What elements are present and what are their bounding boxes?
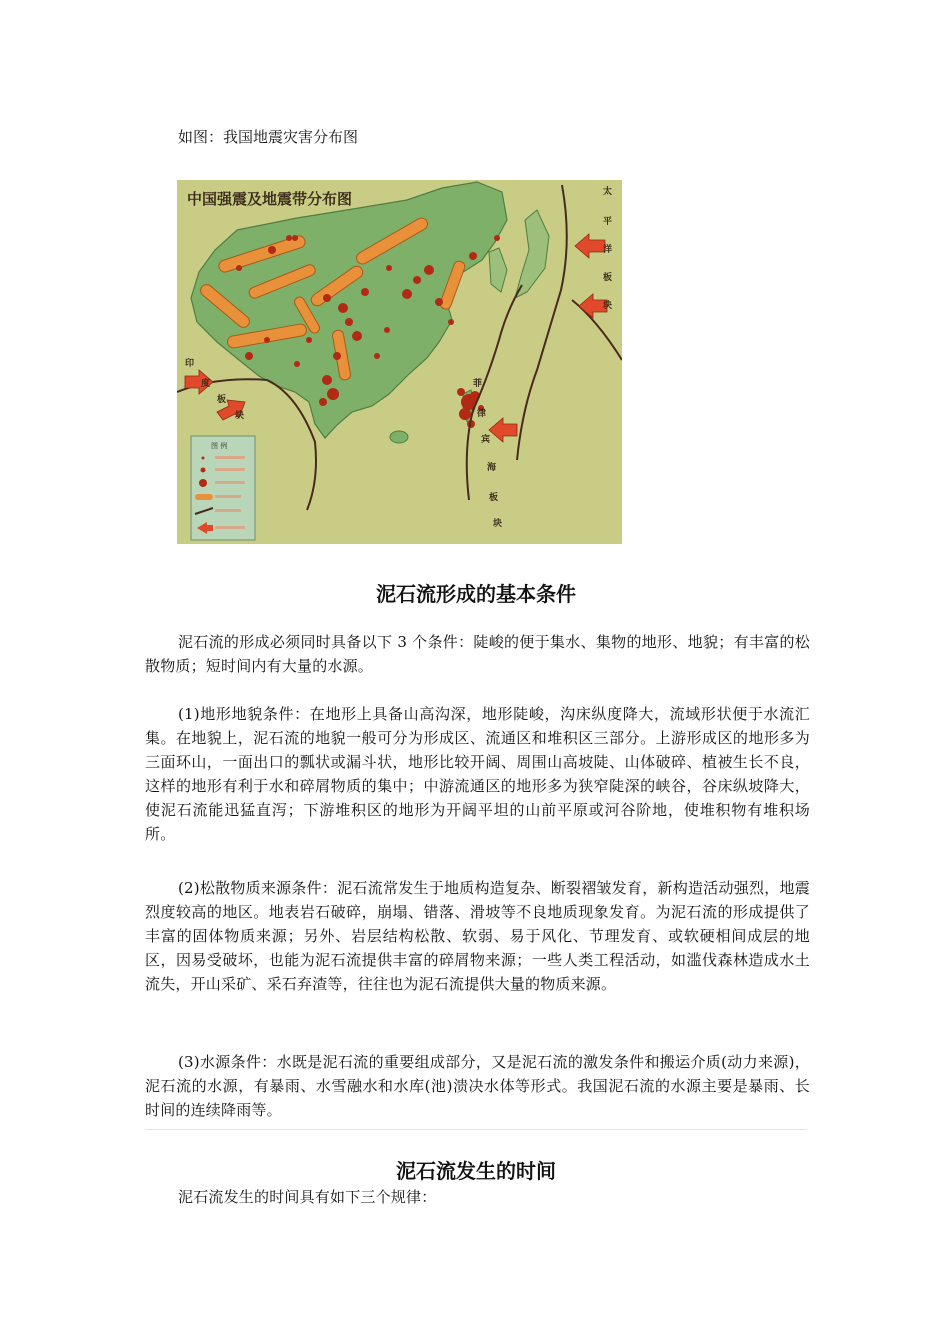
earthquake-map-image	[177, 180, 622, 544]
india-plate-label-0: 印	[185, 359, 195, 369]
legend-title: 图 例	[211, 442, 228, 450]
india-plate-label-1: 度	[201, 379, 211, 389]
pacific-plate-label-2: 洋	[603, 245, 613, 255]
pacific-plate-label-0: 太	[603, 187, 613, 197]
pacific-plate-label-3: 板	[603, 273, 613, 283]
section1-intro: 泥石流的形成必须同时具备以下 3 个条件：陡峻的便于集水、集物的地形、地貌；有丰富的松散物质；短时间内有大量的水源。	[145, 633, 810, 675]
hainan-island	[390, 431, 408, 443]
map-legend	[191, 436, 255, 540]
section2-heading: 泥石流发生的时间	[396, 1159, 556, 1183]
philippine-plate-label-1: 律	[477, 409, 487, 419]
map-title: 中国强震及地震带分布图	[187, 190, 353, 208]
section1-heading: 泥石流形成的基本条件	[376, 582, 576, 606]
section-divider	[145, 1129, 807, 1130]
section2-intro: 泥石流发生的时间具有如下三个规律：	[178, 1188, 437, 1206]
philippine-plate-label-4: 板	[489, 493, 499, 503]
figure-caption: 如图：我国地震灾害分布图	[178, 128, 359, 146]
india-plate-label-3: 块	[235, 411, 245, 421]
pacific-plate-label-4: 块	[603, 301, 613, 311]
india-plate-label-2: 板	[217, 395, 227, 405]
section1-material-paragraph: (2)松散物质来源条件：泥石流常发生于地质构造复杂、断裂褶皱发育，新构造活动强烈，地震烈度较高的地区。地表岩石破碎，崩塌、错落、滑坡等不良地质现象发育。为泥石流的形成提供了丰富的固体物质来源；另外、岩层结构松散、软弱、易于风化、节理发育、或软硬相间成层的地区，因易受破坏，也能为泥石流提供丰富的碎屑物来源；一些人类工程活动，如滥伐森林造成水土流失，开山采矿、采石弃渣等，往往也为泥石流提供大量的物质来源。	[145, 879, 810, 993]
section1-landform-paragraph: (1)地形地貌条件：在地形上具备山高沟深，地形陡峻，沟床纵度降大，流域形状便于水流汇集。在地貌上，泥石流的地貌一般可分为形成区、流通区和堆积区三部分。上游形成区的地形多为三面环山，一面出口的瓢状或漏斗状，地形比较开阔、周围山高坡陡、山体破碎、植被生长不良，这样的地形有利于水和碎屑物质的集中；中游流通区的地形多为狭窄陡深的峡谷，谷床纵坡降大，使泥石流能迅猛直泻；下游堆积区的地形为开阔平坦的山前平原或河谷阶地，使堆积物有堆积场所。	[145, 705, 810, 843]
section1-water-paragraph: (3)水源条件：水既是泥石流的重要组成部分，又是泥石流的激发条件和搬运介质(动力来源)，泥石流的水源，有暴雨、水雪融水和水库(池)溃决水体等形式。我国泥石流的水源主要是暴雨、长时间的连续降雨等。	[145, 1053, 810, 1119]
philippine-plate-label-5: 块	[493, 519, 503, 529]
philippine-plate-label-3: 海	[487, 463, 497, 473]
philippine-plate-label-2: 宾	[481, 435, 491, 445]
philippine-plate-label-0: 菲	[473, 379, 483, 389]
pacific-plate-label-1: 平	[603, 217, 613, 227]
